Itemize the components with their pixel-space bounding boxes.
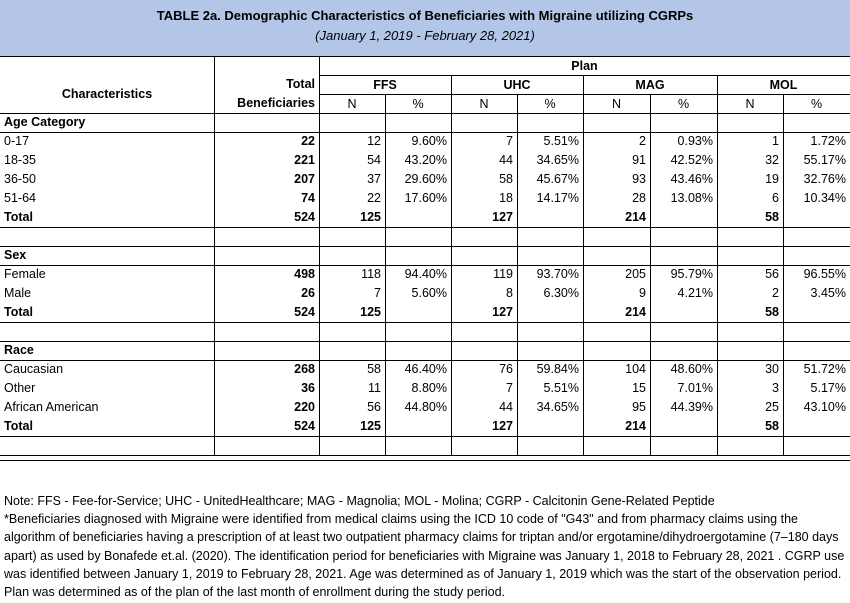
table-title-banner [0, 0, 850, 56]
n-cell: 54 [367, 153, 381, 167]
row-label: Caucasian [4, 362, 64, 376]
total-row-label: Total [4, 419, 33, 433]
total-row-cell: 127 [492, 210, 513, 224]
plan-name-2: MAG [635, 78, 665, 92]
table-title: TABLE 2a. Demographic Characteristics of Beneficiaries with Migraine utilizing CGRPs [156, 8, 694, 23]
total-row-cell [650, 303, 713, 322]
pct-cell: 5.51% [543, 134, 579, 148]
total-row-cell: 214 [625, 305, 646, 319]
section-title: Age Category [4, 115, 86, 129]
row-label: 51-64 [4, 191, 36, 205]
total-row-cell: 125 [360, 210, 381, 224]
pct-cell: 44.80% [404, 400, 447, 414]
row-total: 268 [294, 362, 315, 376]
pct-cell: 7.01% [677, 381, 713, 395]
n-cell: 1 [772, 134, 779, 148]
n-header: N [611, 97, 622, 111]
n-cell: 32 [765, 153, 779, 167]
column-divider [451, 75, 452, 455]
n-cell: 25 [765, 400, 779, 414]
total-row-cell [517, 208, 579, 227]
n-cell: 2 [639, 134, 646, 148]
n-cell: 37 [367, 172, 381, 186]
row-label: Male [4, 286, 32, 300]
n-cell: 93 [632, 172, 646, 186]
n-cell: 58 [499, 172, 513, 186]
section-title: Race [4, 343, 34, 357]
row-total: 74 [301, 191, 315, 205]
n-cell: 2 [772, 286, 779, 300]
total-row-cell: 214 [625, 419, 646, 433]
pct-cell: 95.79% [670, 267, 713, 281]
total-row-value: 524 [294, 305, 315, 319]
table-subtitle: (January 1, 2019 - February 28, 2021) [315, 28, 535, 43]
total-row-cell: 127 [492, 305, 513, 319]
pct-header: % [544, 97, 556, 111]
plan-name-1: UHC [503, 78, 531, 92]
pct-cell: 5.51% [543, 381, 579, 395]
n-cell: 7 [506, 381, 513, 395]
total-row-cell: 127 [492, 419, 513, 433]
pct-cell: 0.93% [677, 134, 713, 148]
total-rule [0, 322, 850, 323]
total-row-cell: 125 [360, 419, 381, 433]
blank-row-rule [0, 455, 850, 456]
characteristics-header: Characteristics [61, 87, 153, 101]
total-rule [0, 436, 850, 437]
total-row-cell [650, 417, 713, 436]
pct-cell: 3.45% [810, 286, 846, 300]
n-header: N [479, 97, 489, 111]
row-total: 26 [301, 286, 315, 300]
pct-cell: 5.60% [411, 286, 447, 300]
n-cell: 44 [499, 153, 513, 167]
row-label: Other [4, 381, 36, 395]
total-row-cell [517, 303, 579, 322]
n-cell: 104 [625, 362, 646, 376]
section-title: Sex [4, 248, 27, 262]
n-cell: 18 [499, 191, 513, 205]
total-row-cell: 58 [765, 419, 779, 433]
total-row-cell: 125 [360, 305, 381, 319]
column-divider [783, 94, 784, 455]
pct-cell: 32.76% [803, 172, 846, 186]
n-cell: 58 [367, 362, 381, 376]
column-divider [583, 75, 584, 455]
n-cell: 118 [361, 267, 381, 281]
n-cell: 7 [374, 286, 381, 300]
row-label: 0-17 [4, 134, 30, 148]
n-cell: 205 [625, 267, 646, 281]
total-rule [0, 227, 850, 228]
n-cell: 15 [632, 381, 646, 395]
n-cell: 6 [772, 191, 779, 205]
row-total: 36 [301, 381, 315, 395]
row-total: 220 [294, 400, 315, 414]
column-divider [717, 75, 718, 455]
n-cell: 56 [367, 400, 381, 414]
total-row-cell: 214 [625, 210, 646, 224]
total-row-cell: 58 [765, 210, 779, 224]
pct-header: % [412, 97, 424, 111]
total-divider [319, 56, 320, 455]
row-total: 207 [294, 172, 315, 186]
pct-cell: 34.65% [536, 400, 579, 414]
total-header-line1: Total [286, 77, 315, 91]
pct-header: % [810, 97, 823, 111]
n-header: N [745, 97, 755, 111]
total-row-cell [385, 208, 447, 227]
total-row-cell [385, 417, 447, 436]
n-cell: 7 [506, 134, 513, 148]
n-cell: 44 [499, 400, 513, 414]
pct-cell: 45.67% [536, 172, 579, 186]
n-cell: 95 [632, 400, 646, 414]
pct-cell: 51.72% [803, 362, 846, 376]
n-cell: 56 [765, 267, 779, 281]
plan-header: Plan [571, 59, 598, 73]
pct-cell: 29.60% [404, 172, 447, 186]
total-row-cell [517, 417, 579, 436]
pct-cell: 13.08% [670, 191, 713, 205]
total-row-value: 524 [294, 210, 315, 224]
n-cell: 19 [765, 172, 779, 186]
n-cell: 76 [499, 362, 513, 376]
pct-cell: 1.72% [810, 134, 846, 148]
n-cell: 91 [632, 153, 646, 167]
column-divider [517, 94, 518, 455]
pct-cell: 44.39% [670, 400, 713, 414]
note-abbreviations: Note: FFS - Fee-for-Service; UHC - UnitedHealthcare; MAG - Magnolia; MOL - Molina; CGRP - Calcitonin Gene-Related Peptide [4, 494, 715, 508]
n-cell: 8 [506, 286, 513, 300]
plan-name-0: FFS [373, 78, 397, 92]
pct-cell: 55.17% [803, 153, 846, 167]
pct-cell: 43.46% [670, 172, 713, 186]
pct-cell: 93.70% [536, 267, 579, 281]
row-label: 18-35 [4, 153, 36, 167]
total-row-label: Total [4, 305, 33, 319]
total-row-cell [783, 208, 846, 227]
note-methods: *Beneficiaries diagnosed with Migraine were identified from medical claims using the ICD 10 code of "G43" and from pharmacy claims using the algorithm of beneficiaries having a prescription of at least two outpatient pharmacy claims for triptan and/or ergotamine/dihydroergotamine (7–180 days apart) as used by Bonafede et.al. (2020). The identification period for beneficiaries with Migraine was January 1, 2018 to February 28, 2021 . CGRP use was identified between January 1, 2019 to February 28, 2021. Age was determined as of January 1, 2019 which was the start of the observation period. Plan was determined as of the plan of the last month of enrollment during the study period. [4, 512, 845, 600]
pct-cell: 6.30% [543, 286, 579, 300]
characteristics-divider [214, 56, 215, 455]
n-cell: 30 [765, 362, 779, 376]
total-row-value: 524 [294, 419, 315, 433]
n-cell: 11 [368, 381, 381, 395]
n-cell: 3 [772, 381, 779, 395]
n-header: N [347, 97, 357, 111]
pct-cell: 17.60% [404, 191, 447, 205]
total-row-cell [650, 208, 713, 227]
total-row-cell [783, 303, 846, 322]
n-cell: 28 [632, 191, 646, 205]
row-label: Female [4, 267, 46, 281]
pct-cell: 4.21% [677, 286, 713, 300]
n-cell: 9 [639, 286, 646, 300]
column-divider [385, 94, 386, 455]
total-row-cell: 58 [765, 305, 779, 319]
total-row-cell [783, 417, 846, 436]
pct-header: % [677, 97, 690, 111]
row-total: 22 [301, 134, 315, 148]
pct-cell: 8.80% [411, 381, 447, 395]
pct-cell: 10.34% [803, 191, 846, 205]
pct-cell: 46.40% [404, 362, 447, 376]
pct-cell: 96.55% [803, 267, 846, 281]
table-end-rule [0, 460, 850, 461]
n-cell: 12 [367, 134, 381, 148]
n-cell: 22 [367, 191, 381, 205]
pct-cell: 48.60% [670, 362, 713, 376]
total-row-label: Total [4, 210, 33, 224]
pct-cell: 42.52% [670, 153, 713, 167]
pct-cell: 9.60% [411, 134, 447, 148]
pct-cell: 34.65% [536, 153, 579, 167]
total-row-cell [385, 303, 447, 322]
column-divider [650, 94, 651, 455]
total-header-line2: Beneficiaries [237, 96, 315, 110]
table-note [4, 492, 846, 601]
pct-cell: 43.20% [404, 153, 447, 167]
plan-name-3: MOL [769, 78, 798, 92]
row-label: African American [4, 400, 99, 414]
pct-cell: 5.17% [810, 381, 846, 395]
row-total: 221 [294, 153, 315, 167]
pct-cell: 94.40% [404, 267, 447, 281]
row-label: 36-50 [4, 172, 36, 186]
pct-cell: 43.10% [803, 400, 846, 414]
n-cell: 119 [493, 267, 513, 281]
row-total: 498 [294, 267, 315, 281]
pct-cell: 59.84% [536, 362, 579, 376]
pct-cell: 14.17% [536, 191, 579, 205]
